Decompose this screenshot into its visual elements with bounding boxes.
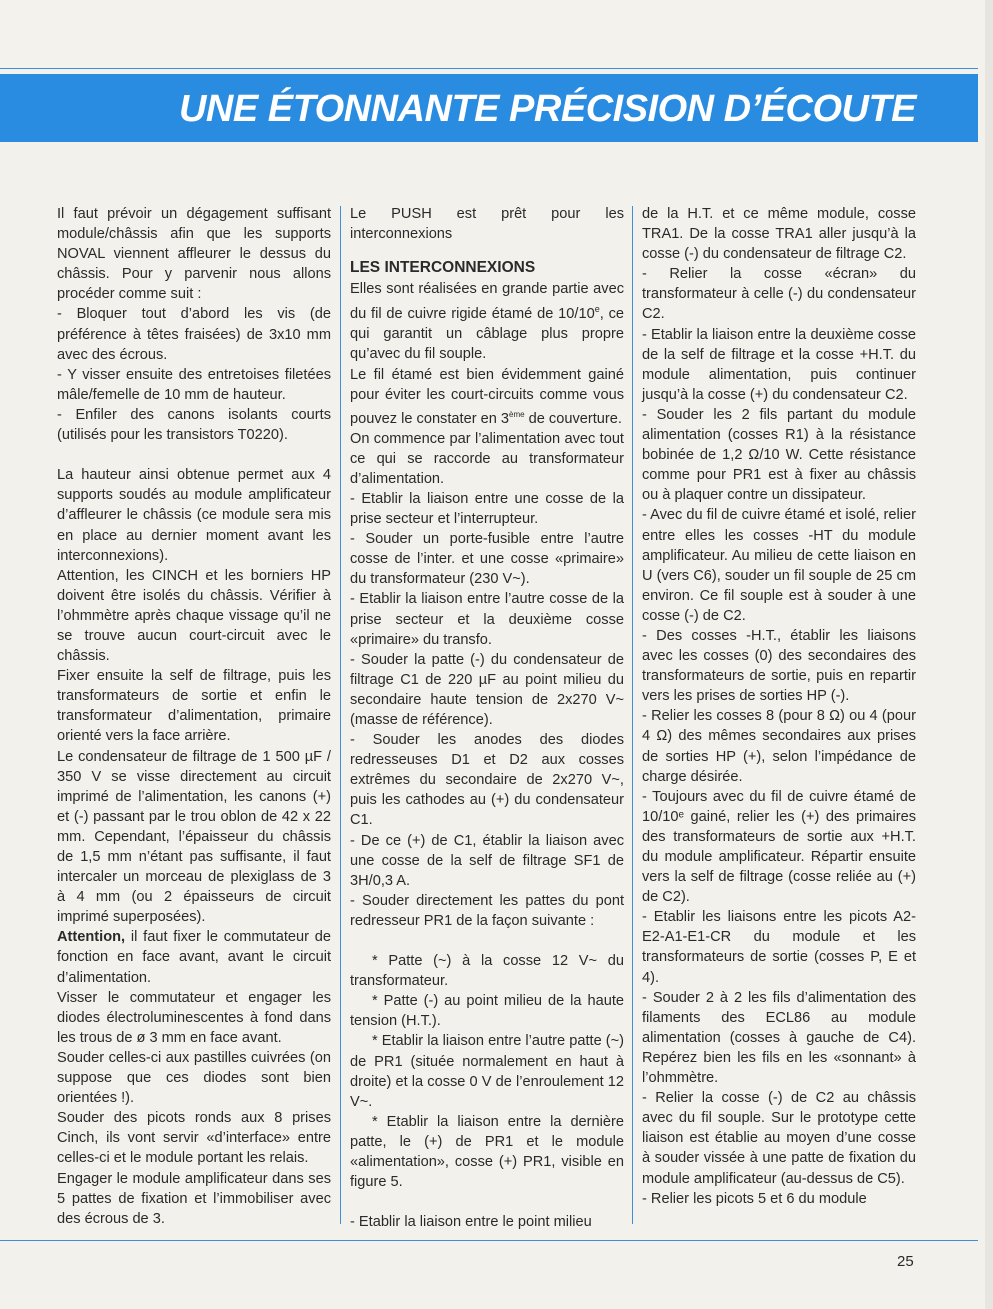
text-column-1: [57, 204, 331, 1229]
paragraph: - Relier la cosse «écran» du transformateur à celle (-) du condensateur C2.: [642, 266, 916, 323]
page-top-margin: [0, 0, 993, 68]
paragraph: - Y visser ensuite des entretoises filetées mâle/femelle de 10 mm de hauteur.: [57, 366, 331, 403]
section-heading: LES INTERCONNEXIONS: [350, 259, 536, 277]
paragraph: On commence par l’alimentation avec tout ce qui se raccorde au transformateur d’alimentation.: [350, 430, 624, 487]
column-divider: [340, 206, 341, 1224]
paragraph: - Relier les cosses 8 (pour 8 Ω) ou 4 (pour 4 Ω) des mêmes secondaires aux prises de sorties HP (+), selon l’impédance de charge désirée.: [642, 708, 916, 785]
paragraph: - Souder les anodes des diodes redresseuses D1 et D2 aux cosses extrêmes du secondaire de 2x270 V~, puis les cathodes au (+) du condensateur C1.: [350, 732, 624, 829]
list-item: * Patte (-) au point milieu de la haute tension (H.T.).: [350, 993, 624, 1030]
paragraph-text: de couverture.: [524, 410, 622, 427]
list-item: * Etablir la liaison entre l’autre patte (~) de PR1 (située normalement en haut à droite) et la cosse 0 V de l’enroulement 12 V~.: [350, 1033, 624, 1110]
paragraph-text: , ce qui garantit un câblage plus propre qu’avec du fil souple.: [350, 306, 624, 363]
paragraph-text: Elles sont réalisées en grande partie avec du fil de cuivre rigide étamé de 10/10: [350, 281, 624, 323]
paragraph: Il faut prévoir un dégagement suffisant module/châssis afin que les supports NOVAL viennent affleurer le dessus du châssis. Pour y parvenir nous allons procéder comme suit :: [57, 206, 331, 303]
superscript: ème: [509, 409, 525, 419]
superscript: e: [594, 304, 600, 315]
paragraph: [350, 279, 624, 364]
paragraph: Souder des picots ronds aux 8 prises Cinch, ils vont servir «d’interface» entre celles-ci et le module portant les relais.: [57, 1110, 331, 1167]
paragraph: - Etablir la liaison entre la deuxième cosse de la self de filtrage et la cosse +H.T. du module alimentation, puis continuer jusqu’à la cosse (+) du condensateur C2.: [642, 326, 916, 403]
paragraph: La hauteur ainsi obtenue permet aux 4 supports soudés au module amplificateur d’affleurer le châssis (ce module sera mis en place au dernier moment avant les interconnexions).: [57, 467, 331, 564]
paragraph: [350, 365, 624, 429]
paragraph: - Des cosses -H.T., établir les liaisons avec les cosses (0) des secondaires des transformateurs de sortie, puis en repartir vers les prises de sorties HP (-).: [642, 627, 916, 705]
paragraph: Fixer ensuite la self de filtrage, puis les transformateurs de sortie et enfin le transformateur d’alimentation, primaire orienté vers la face arrière.: [57, 668, 331, 745]
paragraph: - Souder un porte-fusible entre l’autre cosse de l’inter. et une cosse «primaire» du transformateur (230 V~).: [350, 531, 624, 588]
paragraph-text: Le fil étamé est bien évidemment gainé pour éviter les court-circuits comme vous pouvez le constater en 3: [350, 366, 624, 427]
paragraph: - Souder 2 à 2 les fils d’alimentation des filaments des ECL86 au module alimentation (cosses à gauche de C4). Repérez bien les fils en les «sonnant» à l’ohmmètre.: [642, 989, 916, 1087]
paragraph: - Enfiler des canons isolants courts (utilisés pour les transistors T0220).: [57, 406, 331, 444]
column-divider: [632, 206, 633, 1224]
paragraph: - Etablir la liaison entre une cosse de la prise secteur et l’interrupteur.: [350, 490, 624, 528]
list-item: * Patte (~) à la cosse 12 V~ du transformateur.: [350, 953, 624, 990]
paragraph: - De ce (+) de C1, établir la liaison avec une cosse de la self de filtrage SF1 de 3H/0,3 A.: [350, 832, 624, 889]
paragraph: - Souder la patte (-) du condensateur de filtrage C1 de 220 µF au point milieu du secondaire haute tension de 2x270 V~ (masse de référence).: [350, 651, 624, 728]
paragraph: Le condensateur de filtrage de 1 500 µF / 350 V se visse directement au circuit imprimé de l’alimentation, les canons (+) et (-) passant par le trou oblon de 42 x 22 mm. Cependant, l’épaisseur du châssis de 1,5 mm n’étant pas suffisante, il faut intercaler un morceau de plexiglass de 3 à 4 mm (ou 2 épaisseurs de circuit imprimé superposées).: [57, 748, 331, 926]
text-column-2: [350, 204, 624, 1232]
attention-label: Attention,: [57, 929, 126, 946]
paragraph: Engager le module amplificateur dans ses 5 pattes de fixation et l’immobiliser avec des écrous de 3.: [57, 1170, 331, 1227]
paragraph: Visser le commutateur et engager les diodes électroluminescentes à fond dans les trous de ø 3 mm en face avant.: [57, 989, 331, 1046]
title-banner: [0, 74, 978, 142]
paragraph: - Souder directement les pattes du pont redresseur PR1 de la façon suivante :: [350, 892, 624, 929]
list-item: * Etablir la liaison entre la dernière patte, le (+) de PR1 et le module «alimentation», cosse (+) PR1, visible en figure 5.: [350, 1113, 624, 1191]
page-number: 25: [897, 1253, 914, 1270]
paragraph: de la H.T. et ce même module, cosse TRA1. De la cosse TRA1 aller jusqu’à la cosse (-) du condensateur de filtrage C2.: [642, 206, 916, 263]
paragraph: Souder celles-ci aux pastilles cuivrées (on suppose que ces diodes sont bien orientées !).: [57, 1049, 331, 1107]
top-rule: [0, 68, 978, 69]
paragraph: Le PUSH est prêt pour les interconnexions: [350, 206, 624, 243]
page-edge: [985, 0, 993, 1309]
paragraph: - Etablir la liaison entre l’autre cosse de la prise secteur et la deuxième cosse «primaire» du transfo.: [350, 591, 624, 648]
text-column-3: [642, 204, 916, 1209]
page-title: UNE ÉTONNANTE PRÉCISION D’ÉCOUTE: [178, 88, 916, 130]
paragraph: - Relier la cosse (-) de C2 au châssis avec du fil souple. Sur le prototype cette liaison est établie au moyen d’une cosse à souder vissée à une patte de fixation du module amplificateur (au-dessus de C5).: [642, 1090, 916, 1187]
paragraph: - Toujours avec du fil de cuivre étamé de 10/10ᵉ gainé, relier les (+) des primaires des transformateurs de sortie aux +H.T. du module amplificateur. Répartir ensuite vers la self de filtrage (cosse reliée au (+) de C2).: [642, 788, 916, 906]
attention-text: il faut fixer le commutateur de fonction en face avant, avant le circuit d’alimentation.: [57, 929, 331, 986]
paragraph: - Avec du fil de cuivre étamé et isolé, relier entre elles les cosses -HT du module amplificateur. Au milieu de cette liaison en U (vers C6), souder un fil souple de 25 cm environ. Ce fil souple est à souder à une cosse (-) de C2.: [642, 507, 916, 624]
paragraph: - Souder les 2 fils partant du module alimentation (cosses R1) à la résistance bobinée de 1,2 Ω/10 W. Cette résistance comme pour PR1 est à fixer au châssis ou à plaquer contre un dissipateur.: [642, 406, 916, 504]
attention-paragraph: [57, 927, 331, 987]
paragraph: - Etablir la liaison entre le point milieu: [350, 1214, 592, 1231]
paragraph: - Relier les picots 5 et 6 du module: [642, 1190, 867, 1207]
paragraph: - Bloquer tout d’abord les vis (de préférence à têtes fraisées) de 3x10 mm avec des écrous.: [57, 306, 331, 363]
paragraph: - Etablir les liaisons entre les picots A2-E2-A1-E1-CR du module et les transformateurs de sortie (cosses P, E et 4).: [642, 909, 916, 986]
bottom-rule: [0, 1240, 978, 1241]
paragraph: Attention, les CINCH et les borniers HP doivent être isolés du châssis. Vérifier à l’ohmmètre après chaque vissage qu’il ne se trouve aucun court-circuit avec le châssis.: [57, 567, 331, 665]
